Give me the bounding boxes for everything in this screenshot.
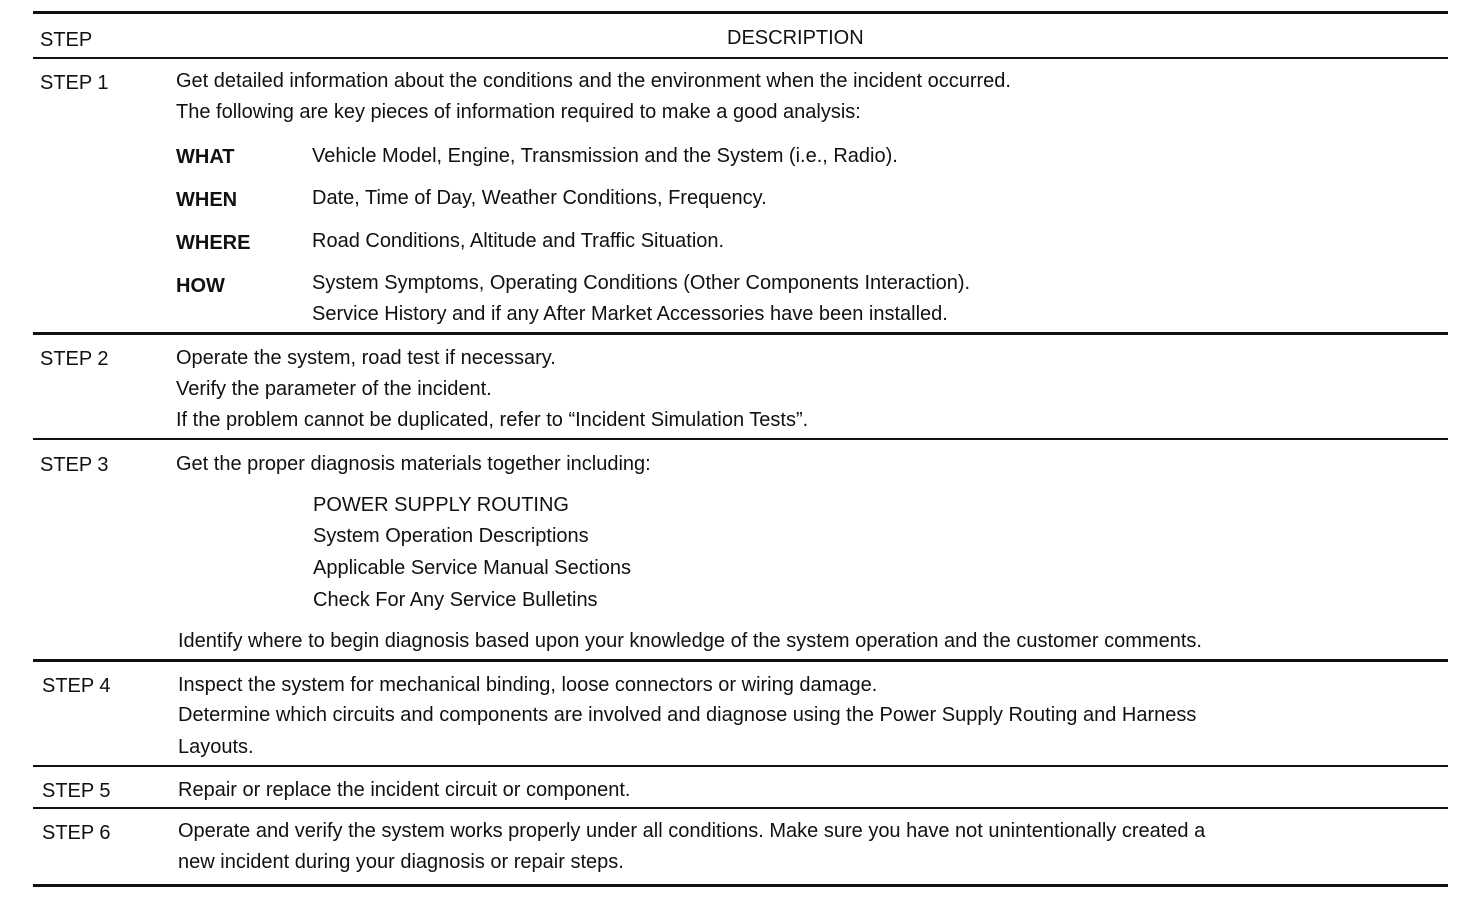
info-key-how: HOW (176, 275, 225, 297)
step-text: Verify the parameter of the incident. (176, 378, 492, 400)
info-value: System Symptoms, Operating Conditions (Other Components Interaction). (312, 272, 971, 294)
info-value: Service History and if any After Market Accessories have been installed. (312, 303, 948, 325)
info-key-where: WHERE (176, 232, 251, 254)
step-text: Operate and verify the system works properly under all conditions. Make sure you have not unintentionally created a (178, 820, 1206, 842)
step-label: STEP 6 (42, 822, 111, 844)
step-text: Inspect the system for mechanical binding, loose connectors or wiring damage. (178, 674, 878, 696)
info-value: Vehicle Model, Engine, Transmission and the System (i.e., Radio). (312, 145, 898, 167)
step-text: Identify where to begin diagnosis based upon your knowledge of the system operation and the customer comments. (178, 630, 1202, 652)
info-value: Road Conditions, Altitude and Traffic Situation. (312, 230, 725, 252)
step5-bottom-rule (33, 807, 1448, 809)
step-text: Operate the system, road test if necessary. (176, 347, 556, 369)
step-label: STEP 3 (40, 454, 109, 476)
step-text: The following are key pieces of information required to make a good analysis: (176, 101, 861, 123)
step-text: Get detailed information about the conditions and the environment when the incident occurred. (176, 70, 1011, 92)
info-key-when: WHEN (176, 189, 238, 211)
step-text: Determine which circuits and components are involved and diagnose using the Power Supply Routing and Harness (178, 704, 1197, 726)
step3-bottom-rule (33, 659, 1448, 662)
material-item: Applicable Service Manual Sections (313, 557, 631, 579)
info-key-what: WHAT (176, 146, 235, 168)
material-item: POWER SUPPLY ROUTING (313, 494, 569, 516)
step-label: STEP 4 (42, 675, 111, 697)
header-rule (33, 57, 1448, 59)
step-text: Layouts. (178, 736, 254, 758)
header-description: DESCRIPTION (727, 27, 864, 49)
step4-bottom-rule (33, 765, 1448, 767)
table-top-rule (33, 11, 1448, 14)
step-label: STEP 1 (40, 72, 109, 94)
table-bottom-rule (33, 884, 1448, 887)
step-label: STEP 5 (42, 780, 111, 802)
step-text: Get the proper diagnosis materials together including: (176, 453, 651, 475)
step1-bottom-rule (33, 332, 1448, 335)
step-label: STEP 2 (40, 348, 109, 370)
step-text: new incident during your diagnosis or repair steps. (178, 851, 624, 873)
material-item: System Operation Descriptions (313, 525, 589, 547)
material-item: Check For Any Service Bulletins (313, 589, 598, 611)
step-text: Repair or replace the incident circuit or component. (178, 779, 631, 801)
info-value: Date, Time of Day, Weather Conditions, Frequency. (312, 187, 767, 209)
step-text: If the problem cannot be duplicated, refer to “Incident Simulation Tests”. (176, 409, 809, 431)
header-step: STEP (40, 29, 93, 51)
step2-bottom-rule (33, 438, 1448, 440)
